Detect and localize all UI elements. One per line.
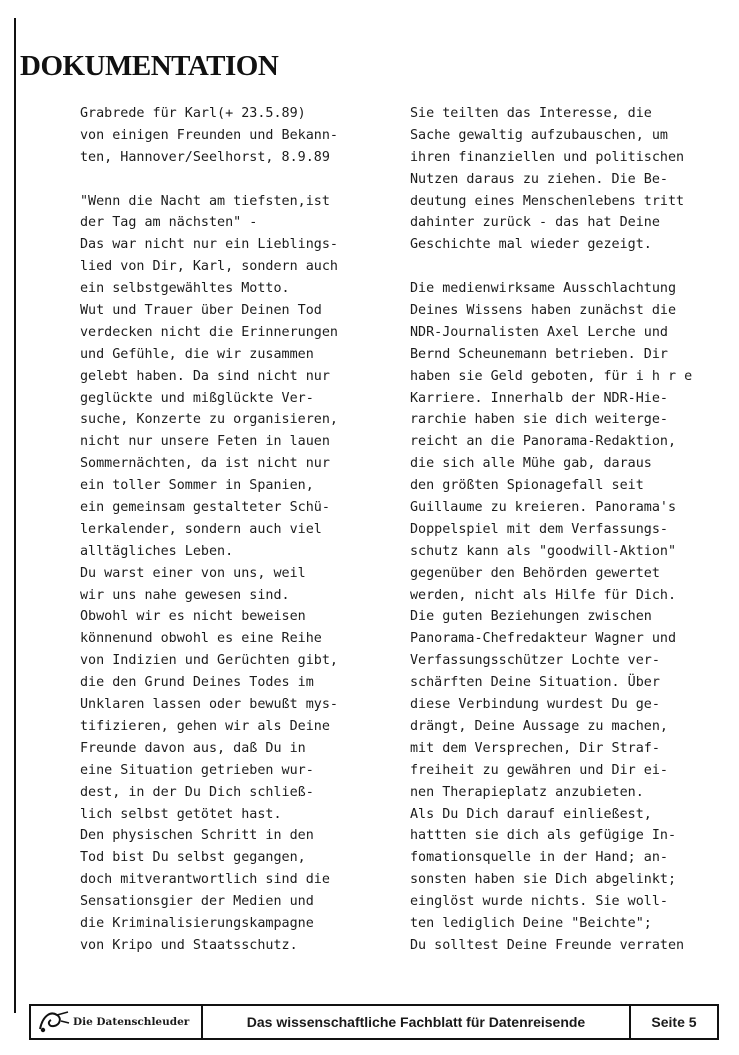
- footer-logo: [31, 1006, 203, 1038]
- footer-tagline: Das wissenschaftliche Fachblatt für Datenreisende: [203, 1006, 631, 1038]
- text-line: der Tag am nächsten" -: [80, 215, 258, 231]
- text-line: Doppelspiel mit dem Verfassungs-: [410, 521, 668, 537]
- page-number: Seite 5: [651, 1014, 697, 1030]
- text-line: ein toller Sommer in Spanien,: [80, 478, 314, 494]
- text-line: die Kriminalisierungskampagne: [80, 915, 314, 931]
- text-line: Die medienwirksame Ausschlachtung: [410, 281, 677, 297]
- text-line: rarchie haben sie dich weiterge-: [410, 412, 668, 428]
- text-line: "Wenn die Nacht am tiefsten,ist: [80, 193, 330, 209]
- text-line: lied von Dir, Karl, sondern auch: [80, 259, 338, 275]
- page-footer: [29, 1004, 719, 1040]
- text-line: haben sie Geld geboten, für i h r e: [410, 368, 693, 384]
- text-line: Bernd Scheunemann betrieben. Dir: [410, 346, 668, 362]
- text-line: suche, Konzerte zu organisieren,: [80, 412, 338, 428]
- text-line: Als Du Dich darauf einließest,: [410, 806, 652, 822]
- text-line: Die guten Beziehungen zwischen: [410, 609, 652, 625]
- text-line: Sommernächten, da ist nicht nur: [80, 456, 330, 472]
- text-line: gelebt haben. Da sind nicht nur: [80, 368, 330, 384]
- text-line: mit dem Versprechen, Dir Straf-: [410, 740, 660, 756]
- left-text-column: [80, 103, 398, 957]
- text-line: [410, 256, 732, 278]
- text-line: Deines Wissens haben zunächst die: [410, 303, 677, 319]
- text-line: Grabrede für Karl(+ 23.5.89): [80, 106, 306, 121]
- text-line: Du solltest Deine Freunde verraten: [410, 937, 685, 953]
- text-line: ten lediglich Deine "Beichte";: [410, 915, 652, 931]
- text-line: ten, Hannover/Seelhorst, 8.9.89: [80, 149, 330, 165]
- text-line: nicht nur unsere Feten in lauen: [80, 434, 330, 450]
- text-line: Den physischen Schritt in den: [80, 828, 314, 844]
- text-line: Geschichte mal wieder gezeigt.: [410, 237, 652, 253]
- text-line: [80, 169, 398, 191]
- text-line: reicht an die Panorama-Redaktion,: [410, 434, 677, 450]
- binding-rule: [14, 18, 16, 1013]
- text-line: Guillaume zu kreieren. Panorama's: [410, 500, 677, 516]
- text-line: lerkalender, sondern auch viel: [80, 521, 322, 537]
- text-line: lich selbst getötet hast.: [80, 806, 282, 822]
- text-line: Sie teilten das Interesse, die: [410, 106, 652, 121]
- text-line: den größten Spionagefall seit: [410, 478, 644, 494]
- text-line: ein selbstgewähltes Motto.: [80, 281, 290, 297]
- text-line: Nutzen daraus zu ziehen. Die Be-: [410, 171, 668, 187]
- text-line: geglückte und mißglückte Ver-: [80, 390, 314, 406]
- text-line: Du warst einer von uns, weil: [80, 565, 306, 581]
- text-line: deutung eines Menschenlebens tritt: [410, 193, 685, 209]
- text-line: und Gefühle, die wir zusammen: [80, 346, 314, 362]
- text-line: wir uns nahe gewesen sind.: [80, 587, 290, 603]
- text-line: drängt, Deine Aussage zu machen,: [410, 718, 668, 734]
- text-line: fomationsquelle in der Hand; an-: [410, 850, 668, 866]
- text-line: dahinter zurück - das hat Deine: [410, 215, 660, 231]
- text-line: doch mitverantwortlich sind die: [80, 872, 330, 888]
- text-line: verdecken nicht die Erinnerungen: [80, 324, 338, 340]
- text-line: ihren finanziellen und politischen: [410, 149, 685, 165]
- text-line: von Kripo und Staatsschutz.: [80, 937, 298, 953]
- text-line: schutz kann als "goodwill-Aktion": [410, 543, 677, 559]
- text-line: werden, nicht als Hilfe für Dich.: [410, 587, 677, 603]
- text-line: die sich alle Mühe gab, daraus: [410, 456, 652, 472]
- datenschleuder-logo-icon: [37, 1009, 71, 1035]
- text-line: sonsten haben sie Dich abgelinkt;: [410, 872, 677, 888]
- text-line: Sache gewaltig aufzubauschen, um: [410, 127, 668, 143]
- text-line: Das war nicht nur ein Lieblings-: [80, 237, 338, 253]
- text-line: eine Situation getrieben wur-: [80, 762, 314, 778]
- text-line: Obwohl wir es nicht beweisen: [80, 609, 306, 625]
- text-line: könnenund obwohl es eine Reihe: [80, 631, 322, 647]
- right-text-column: [410, 103, 732, 957]
- text-line: NDR-Journalisten Axel Lerche und: [410, 324, 668, 340]
- text-line: gegenüber den Behörden gewertet: [410, 565, 660, 581]
- text-line: Karriere. Innerhalb der NDR-Hie-: [410, 390, 668, 406]
- footer-logo-text: Die Datenschleuder: [73, 1016, 190, 1028]
- text-line: Sensationsgier der Medien und: [80, 894, 314, 910]
- text-line: hattten sie dich als gefügige In-: [410, 828, 677, 844]
- text-line: die den Grund Deines Todes im: [80, 675, 314, 691]
- text-line: Freunde davon aus, daß Du in: [80, 740, 306, 756]
- text-line: diese Verbindung wurdest Du ge-: [410, 697, 660, 713]
- text-line: freiheit zu gewähren und Dir ei-: [410, 762, 668, 778]
- text-line: von einigen Freunden und Bekann-: [80, 127, 338, 143]
- text-line: Panorama-Chefredakteur Wagner und: [410, 631, 677, 647]
- text-line: einglöst wurde nichts. Sie woll-: [410, 894, 668, 910]
- text-line: dest, in der Du Dich schließ-: [80, 784, 314, 800]
- text-line: von Indizien und Gerüchten gibt,: [80, 653, 338, 669]
- text-line: Tod bist Du selbst gegangen,: [80, 850, 306, 866]
- text-line: nen Therapieplatz anzubieten.: [410, 784, 644, 800]
- text-line: tifizieren, gehen wir als Deine: [80, 718, 330, 734]
- text-line: Wut und Trauer über Deinen Tod: [80, 303, 322, 319]
- text-line: ein gemeinsam gestalteter Schü-: [80, 500, 330, 516]
- text-line: alltägliches Leben.: [80, 543, 234, 559]
- text-line: Verfassungsschützer Lochte ver-: [410, 653, 660, 669]
- text-line: schärften Deine Situation. Über: [410, 675, 660, 691]
- page-title: DOKUMENTATION: [20, 50, 279, 82]
- text-line: Unklaren lassen oder bewußt mys-: [80, 697, 338, 713]
